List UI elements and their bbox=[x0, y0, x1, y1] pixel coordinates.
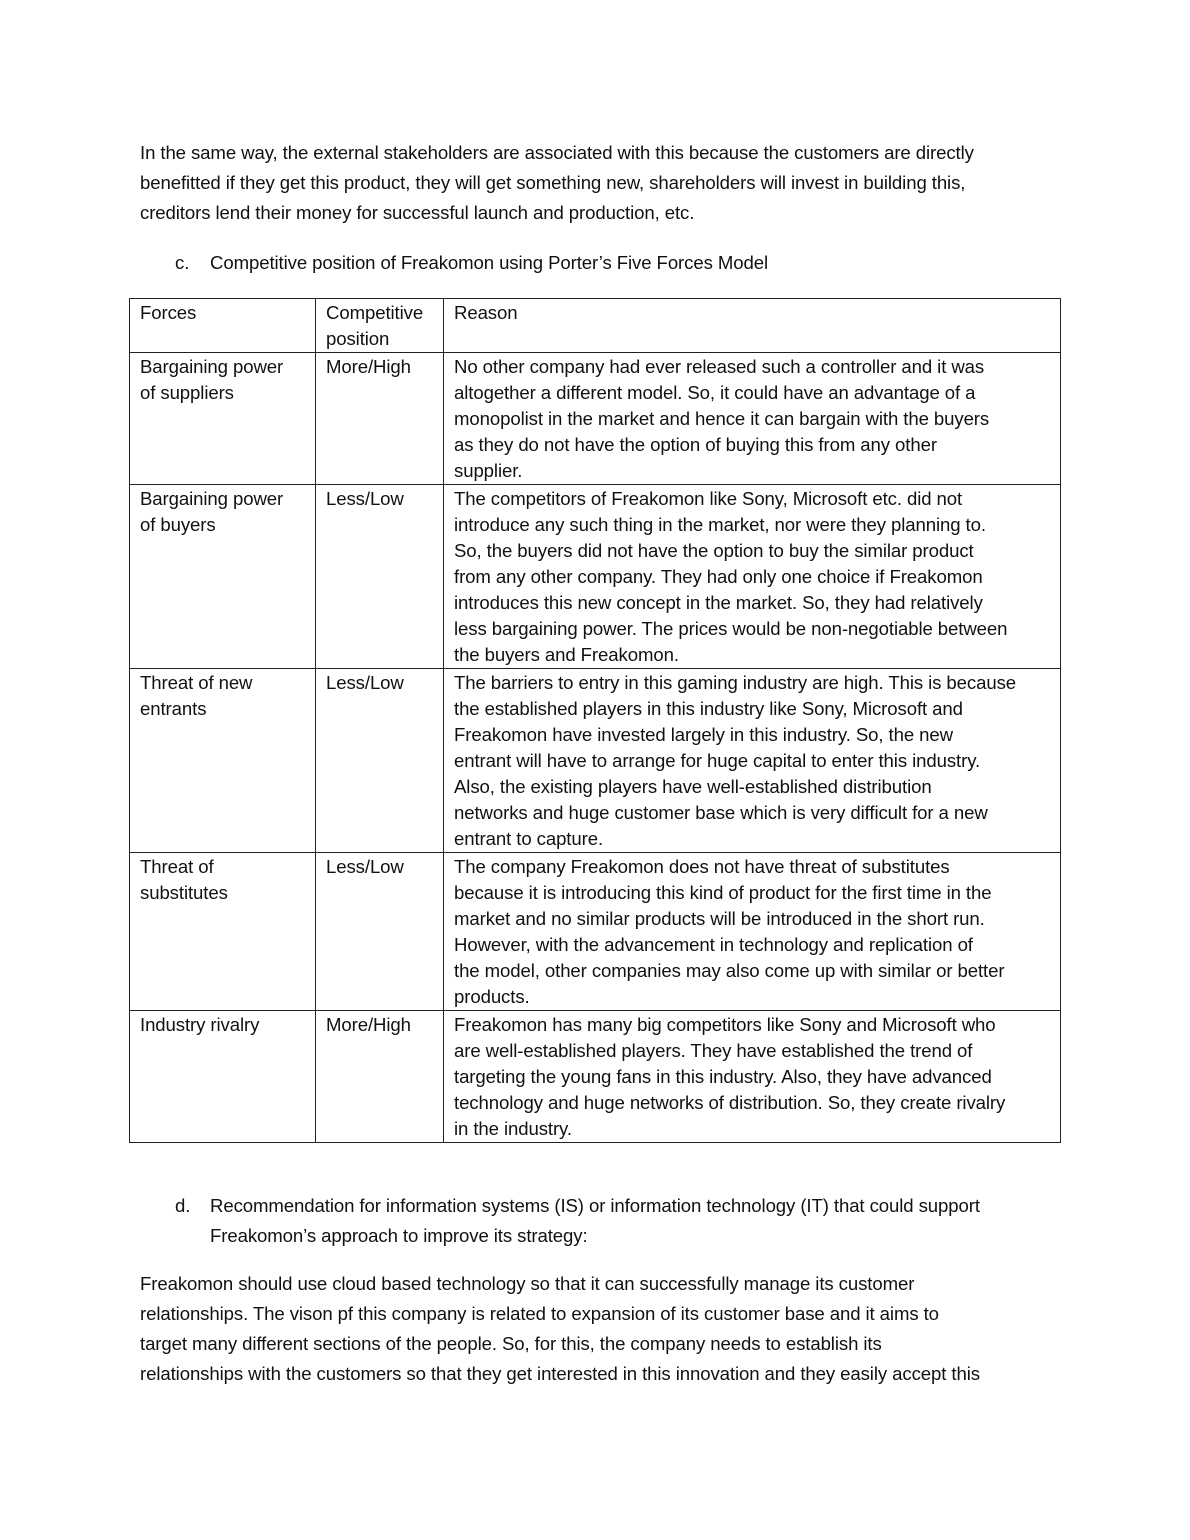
position-cell: More/High bbox=[316, 1011, 444, 1143]
list-marker: c. bbox=[175, 252, 190, 273]
table-row bbox=[130, 353, 1061, 485]
table-header-row bbox=[130, 299, 1061, 353]
position-cell: Less/Low bbox=[316, 853, 444, 1011]
table-row bbox=[130, 669, 1061, 853]
section-title: Recommendation for information systems (IS) or information technology (IT) that could support Freakomon’s approach to improve its strategy: bbox=[210, 1195, 980, 1246]
reason-cell: The competitors of Freakomon like Sony, Microsoft etc. did not introduce any such thing in the market, nor were they planning to. So, the buyers did not have the option to buy the similar product from any other company. They had only one choice if Freakomon introduces this new concept in the market. So, they had relatively less bargaining power. The prices would be non-negotiable between the buyers and Freakomon. bbox=[444, 485, 1061, 669]
section-d-heading bbox=[140, 1191, 1055, 1251]
section-c-heading bbox=[140, 248, 1055, 278]
header-competitive-position: Competitive position bbox=[316, 299, 444, 353]
intro-paragraph bbox=[140, 138, 1055, 228]
five-forces-table bbox=[129, 298, 1061, 1143]
section-title: Competitive position of Freakomon using Porter’s Five Forces Model bbox=[210, 252, 768, 273]
text-line: In the same way, the external stakeholders are associated with this because the customers are directly bbox=[140, 142, 974, 163]
force-cell: Industry rivalry bbox=[130, 1011, 316, 1143]
text-line: benefitted if they get this product, they will get something new, shareholders will invest in building this, bbox=[140, 172, 966, 193]
force-cell: Threat of new entrants bbox=[130, 669, 316, 853]
force-cell: Threat of substitutes bbox=[130, 853, 316, 1011]
text-line: relationships with the customers so that they get interested in this innovation and they easily accept this bbox=[140, 1363, 980, 1384]
text-line: relationships. The vison pf this company is related to expansion of its customer base and it aims to bbox=[140, 1303, 939, 1324]
list-marker: d. bbox=[175, 1195, 191, 1216]
position-cell: Less/Low bbox=[316, 485, 444, 669]
reason-cell: No other company had ever released such a controller and it was altogether a different model. So, it could have an advantage of a monopolist in the market and hence it can bargain with the buyers as they do not have the option of buying this from any other supplier. bbox=[444, 353, 1061, 485]
position-cell: Less/Low bbox=[316, 669, 444, 853]
reason-cell: Freakomon has many big competitors like Sony and Microsoft who are well-established players. They have established the trend of targeting the young fans in this industry. Also, they have advanced technology and huge networks of distribution. So, they create rivalry in the industry. bbox=[444, 1011, 1061, 1143]
table-row bbox=[130, 1011, 1061, 1143]
header-forces: Forces bbox=[130, 299, 316, 353]
text-line: target many different sections of the people. So, for this, the company needs to establish its bbox=[140, 1333, 882, 1354]
reason-cell: The company Freakomon does not have threat of substitutes because it is introducing this kind of product for the first time in the market and no similar products will be introduced in the short run. However, with the advancement in technology and replication of the model, other companies may also come up with similar or better products. bbox=[444, 853, 1061, 1011]
force-cell: Bargaining power of suppliers bbox=[130, 353, 316, 485]
closing-paragraph bbox=[140, 1269, 1055, 1389]
reason-cell: The barriers to entry in this gaming industry are high. This is because the established players in this industry like Sony, Microsoft and Freakomon have invested largely in this industry. So, the new entrant will have to arrange for huge capital to enter this industry. Also, the existing players have well-established distribution networks and huge customer base which is very difficult for a new entrant to capture. bbox=[444, 669, 1061, 853]
text-line: Freakomon should use cloud based technology so that it can successfully manage its customer bbox=[140, 1273, 915, 1294]
position-cell: More/High bbox=[316, 353, 444, 485]
header-reason: Reason bbox=[444, 299, 1061, 353]
table-row bbox=[130, 485, 1061, 669]
text-line: creditors lend their money for successful launch and production, etc. bbox=[140, 202, 695, 223]
force-cell: Bargaining power of buyers bbox=[130, 485, 316, 669]
table-row bbox=[130, 853, 1061, 1011]
